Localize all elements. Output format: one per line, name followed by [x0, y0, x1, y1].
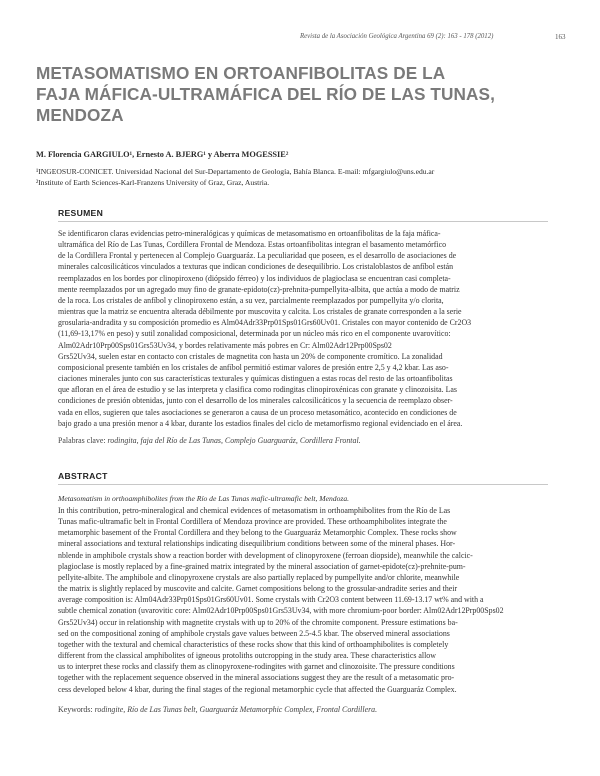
resumen-line: composicional presente también en los cristales de anfíbol permitió estimar valores de presión entre 2,5 y 4,2 kbar. Las aso-	[58, 362, 449, 372]
resumen-line: mientras que la matriz se encuentra alterada débilmente por muscovita y calcita. Los cristales de granate corresponden a la serie	[58, 307, 462, 317]
resumen-line: que afloran en el área de estudio y se las interpreta y clasifica como rodingitas clinopiroxénicas con granate y clinozoisita. Las	[58, 385, 457, 395]
affiliation-1: ¹INGEOSUR-CONICET. Universidad Nacional del Sur-Departamento de Geología, Bahía Blanca. E-mail: mfgargiulo@uns.edu.ar	[36, 167, 435, 176]
abstract-line: the matrix is slightly replaced by muscovite and calcite. Garnet compositions belong to the grossular-andradite series and their	[58, 584, 458, 594]
abstract-line: Grs52Uv34) occur in relationship with magnetite crystals with up to 20% of the chromite component. Pressure estimations ba-	[58, 617, 458, 627]
abstract-line: pellyite-albite. The amphibole and clinopyroxene crystals are also partially replaced by pumpellyite and/or chlorite, meanwhile	[58, 572, 460, 582]
resumen-line: grosularia-andradita y su composición promedio es Alm04Adr33Prp01Sps01Grs60Uv01. Cristales con mayor contenido de Cr2O3	[58, 318, 472, 328]
abstract-subtitle: Metasomatism in orthoamphibolites from the Río de Las Tunas mafic-ultramafic belt, Mendoza.	[58, 494, 350, 503]
abstract-line: cess developed below 4 kbar, during the final stages of the regional metamorphic cycle that affected the Guarguaráz Complex.	[58, 684, 457, 694]
resumen-line: ciaciones minerales junto con sus características texturales y químicas distinguen a estas rocas del resto de las ortoanfibolitas	[58, 374, 453, 384]
resumen-body	[58, 228, 550, 429]
abstract-body	[58, 505, 550, 695]
page-number: 163	[555, 33, 566, 41]
resumen-line: minerales calcosilicáticos vinculados a texturas que indican condiciones de desequilibrio. Los cristaloblastos de anfíbol están	[58, 262, 454, 272]
section-rule	[58, 221, 548, 222]
abstract-line: together with the replacement sequence observed in the mineral associations suggest they are the result of a metasomatic pro-	[58, 673, 455, 683]
abstract-line: us to interpret these rocks and classify them as clinopyroxene-rodingites with garnet and clinozoisite. The pressure conditions	[58, 662, 455, 672]
resumen-line: condiciones de presión obtenidas, junto con el desarrollo de los minerales calcosilicáticos y la secuencia de reemplazo obser-	[58, 396, 453, 406]
abstract-line: nblende in amphibole crystals show a reaction border with development of clinopyroxene (ferroan diopside), meanwhile the calcic-	[58, 550, 473, 560]
resumen-line: reemplazados en los bordes por clinopiroxeno (diópsido férreo) y los individuos de plagioclasa se encuentran casi completa-	[58, 273, 451, 283]
article-title	[36, 63, 566, 126]
keywords-value: rodingita, faja del Río de Las Tunas, Complejo Guarguaráz, Cordillera Frontal.	[107, 436, 361, 445]
author-list: M. Florencia GARGIULO¹, Ernesto A. BJERG¹ y Aberra MOGESSIE²	[36, 150, 289, 159]
resumen-line: de la roca. Los cristales de anfíbol y clinopiroxeno están, a su vez, parcialmente reemplazados por pumpellyita y/o clorita,	[58, 295, 444, 305]
abstract-heading: ABSTRACT	[58, 471, 108, 481]
resumen-line: de la Cordillera Frontal y pertenecen al Complejo Guarguaráz. La peculiaridad que poseen, es el desarrollo de asociaciones de	[58, 251, 457, 261]
abstract-line: different from the classical amphibolites of igneous protoliths outcropping in the study area. These characteristics allow	[58, 651, 436, 661]
affiliation-2: ²Institute of Earth Sciences-Karl-Franzens University of Graz, Graz, Austria.	[36, 178, 270, 187]
keywords-label: Palabras clave:	[58, 436, 108, 445]
resumen-line: ultramáfica del Río de Las Tunas, Cordillera Frontal de Mendoza. Estas ortoanfibolitas integran el basamento metamórfico	[58, 240, 447, 250]
title-line: MENDOZA	[36, 105, 124, 125]
resumen-line: mente reemplazados por un agregado muy fino de granate-epidoto(cz)-prehnita-pumpellyita-albita, que actúa a modo de matriz	[58, 284, 460, 294]
abstract-line: sed on the compositional zoning of amphibole crystals gave values between 2.5-4.5 kbar. The observed mineral associations	[58, 628, 450, 638]
abstract-line: Tunas mafic-ultramafic belt in Frontal Cordillera of Mendoza province are provided. These orthoamphibolites integrate the	[58, 517, 447, 527]
title-line: FAJA MÁFICA-ULTRAMÁFICA DEL RÍO DE LAS TUNAS,	[36, 84, 495, 104]
keywords-label: Keywords:	[58, 705, 95, 714]
resumen-line: Se identificaron claras evidencias petro-mineralógicas y químicas de metasomatismo en ortoanfibolitas de la faja máfica-	[58, 229, 441, 238]
abstract-line: average composition is: Alm04Adr33Prp01Sps01Grs60Uv01. Some crystals with Cr2O3 content between 11.69-13.17 wt% and with a	[58, 595, 484, 605]
section-rule	[58, 484, 548, 485]
resumen-heading: RESUMEN	[58, 208, 104, 218]
resumen-line: Alm02Adr10Prp00Sps01Grs53Uv34, y bordes relativamente más pobres en Cr: Alm02Adr12Prp00Sps02	[58, 340, 392, 350]
abstract-line: together with the textural and chemical characteristics of these rocks show that this kind of orthoamphibolites is completely	[58, 639, 449, 649]
title-line: METASOMATISMO EN ORTOANFIBOLITAS DE LA	[36, 63, 446, 83]
resumen-line: (11,69-13,17% en peso) y sutil zonalidad composicional, determinada por un núcleo más rico en el componente uvarovítico:	[58, 329, 451, 339]
resumen-line: Grs52Uv34, suelen estar en contacto con cristales de magnetita con hasta un 20% de componente cromítico. La zonalidad	[58, 351, 443, 361]
keywords-value: rodingite, Río de Las Tunas belt, Guarguaráz Metamorphic Complex, Frontal Cordillera.	[94, 705, 378, 714]
abstract-keywords	[58, 705, 377, 714]
abstract-line: mineral associations and textural relationships indicating disequilibrium conditions between some of the mineral phases. Hor-	[58, 539, 456, 549]
abstract-line: subtle chemical zonation (uvarovitic core: Alm02Adr10Prp00Sps01Grs53Uv34, with more chromium-poor border: Alm02Adr12Prp00Sps02	[58, 606, 504, 616]
abstract-line: metamorphic basement of the Frontal Cordillera and they belong to the Guarguaráz Metamorphic Complex. These rocks show	[58, 528, 457, 538]
resumen-keywords	[58, 436, 361, 445]
abstract-line: plagioclase is mostly replaced by a fine-grained matrix integrated by the mineral association of garnet-epidote(cz)-prehnite-pum-	[58, 561, 466, 571]
abstract-line: In this contribution, petro-mineralogical and chemical evidences of metasomatism in orthoamphibolites from the Río de Las	[58, 506, 451, 515]
resumen-line: vada en ellos, sugieren que tales asociaciones se generaron a causa de un proceso metasomático, acontecido en condiciones de	[58, 407, 457, 417]
running-header: Revista de la Asociación Geológica Argentina 69 (2): 163 - 178 (2012)	[300, 33, 494, 40]
resumen-line: bajo grado a una presión menor a 4 kbar, durante los estadios finales del ciclo de metamorfismo regional evidenciado en el área.	[58, 418, 463, 428]
